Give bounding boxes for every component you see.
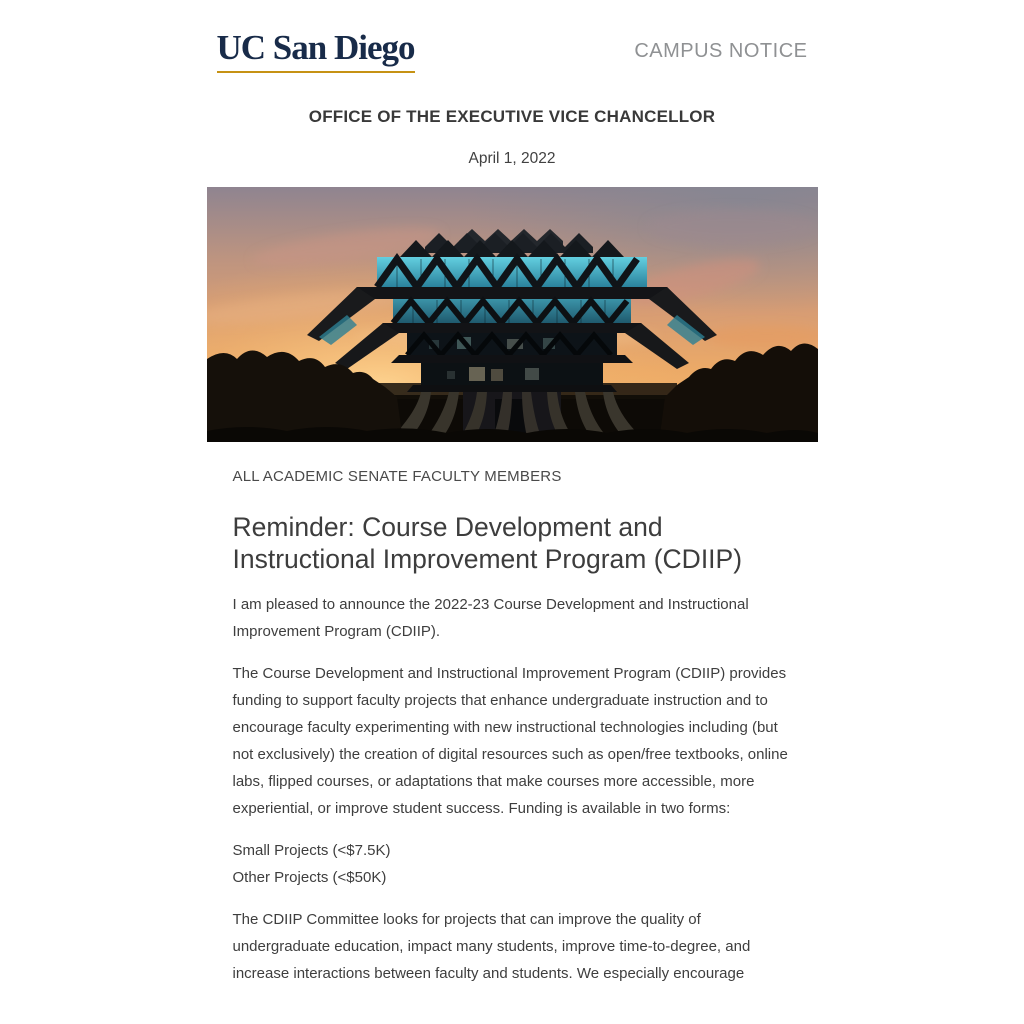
committee-paragraph: The CDIIP Committee looks for projects that can improve the quality of undergraduate education, impact many students, improve time-to-degree, and increase interactions between faculty and students. We especially encourage (232, 910, 751, 982)
geisel-library-photo (207, 187, 818, 442)
office-heading: OFFICE OF THE EXECUTIVE VICE CHANCELLOR (308, 107, 716, 126)
funding-option-other: Other Projects (<$50K) (232, 868, 387, 886)
audience-line: ALL ACADEMIC SENATE FACULTY MEMBERS (232, 468, 562, 485)
intro-paragraph: I am pleased to announce the 2022-23 Course Development and Instructional Improvement Program (CDIIP). (232, 595, 749, 640)
notice-title: Reminder: Course Development and Instructional Improvement Program (CDIIP) (232, 512, 743, 575)
notice-body (207, 468, 818, 987)
campus-notice-page (207, 0, 818, 987)
geisel-library-illustration (207, 187, 818, 442)
funding-options (233, 837, 792, 891)
program-description-paragraph: The Course Development and Instructional Improvement Program (CDIIP) provides funding to support faculty projects that enhance undergraduate instruction and to encourage faculty experimenting with new instructional technologies including (but not exclusively) the creation of digital resources such as open/free textbooks, online labs, flipped courses, or adaptations that make courses more accessible, more experiential, or improve student success. Funding is available in two forms: (232, 664, 788, 817)
masthead (207, 0, 818, 73)
funding-option-small: Small Projects (<$7.5K) (232, 841, 391, 859)
campus-notice-label: CAMPUS NOTICE (634, 40, 808, 62)
notice-date: April 1, 2022 (468, 150, 556, 167)
ucsd-logo: UC San Diego (217, 30, 415, 73)
